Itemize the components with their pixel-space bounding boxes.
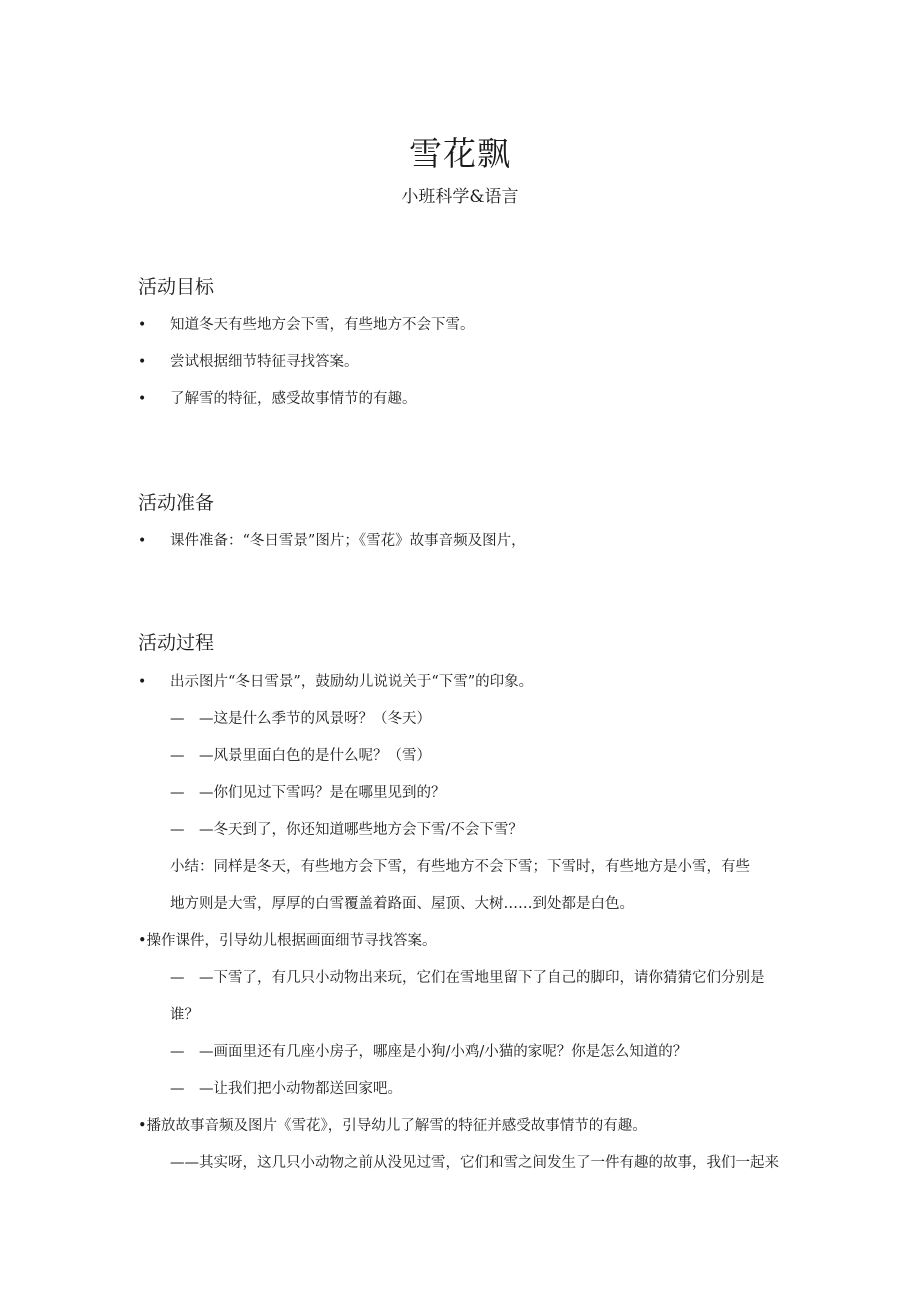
process-step-3: •播放故事音频及图片《雪花》，引导幼儿了解雪的特征并感受故事情节的有趣。 [138,1118,647,1134]
question-5-line-2: 谁？ [170,1007,199,1023]
dash-icon: — [170,1081,185,1097]
section-heading-goals: 活动目标 [138,276,215,298]
question-7: —让我们把小动物都送回家吧。 [199,1081,402,1097]
bullet-icon: • [138,354,147,370]
question-5-line-1: —下雪了，有几只小动物出来玩，它们在雪地里留下了自己的脚印，请你猜猜它们分别是 [199,970,765,986]
question-2: —风景里面白色的是什么呢？（雪） [199,748,431,764]
question-3: —你们见过下雪吗？是在哪里见到的？ [199,785,446,801]
story-intro-line: ——其实呀，这几只小动物之前从没见过雪，它们和雪之间发生了一件有趣的故事，我们一起来 [170,1155,779,1171]
goal-item-3: 了解雪的特征，感受故事情节的有趣。 [170,391,417,407]
dash-icon: — [170,1044,185,1060]
prep-item-1: 课件准备：“冬日雪景”图片；《雪花》故事音频及图片， [170,533,526,549]
process-step-2: •操作课件，引导幼儿根据画面细节寻找答案。 [138,933,437,949]
section-heading-prep: 活动准备 [138,492,215,514]
summary-line-1: 小结：同样是冬天，有些地方会下雪，有些地方不会下雪；下雪时，有些地方是小雪，有些 [170,859,750,875]
dash-icon: — [170,822,185,838]
dash-icon: — [170,785,185,801]
dash-icon: — [170,970,185,986]
goal-item-1: 知道冬天有些地方会下雪，有些地方不会下雪。 [170,317,475,333]
question-1: —这是什么季节的风景呀？（冬天） [199,711,431,727]
summary-line-2: 地方则是大雪，厚厚的白雪覆盖着路面、屋顶、大树……到处都是白色。 [170,896,634,912]
goal-item-2: 尝试根据细节特征寻找答案。 [170,354,359,370]
bullet-icon: • [138,533,147,549]
bullet-icon: • [138,674,147,690]
section-heading-process: 活动过程 [138,632,215,654]
process-step-1: 出示图片“冬日雪景”，鼓励幼儿说说关于“下雪”的印象。 [170,674,534,690]
question-6: —画面里还有几座小房子，哪座是小狗/小鸡/小猫的家呢？你是怎么知道的？ [199,1044,688,1060]
bullet-icon: • [138,317,147,333]
dash-icon: — [170,711,185,727]
dash-icon: — [170,748,185,764]
page-title: 雪花飘 [409,134,511,173]
question-4: —冬天到了，你还知道哪些地方会下雪/不会下雪？ [199,822,523,838]
page-subtitle: 小班科学&语言 [401,187,519,207]
bullet-icon: • [138,391,147,407]
